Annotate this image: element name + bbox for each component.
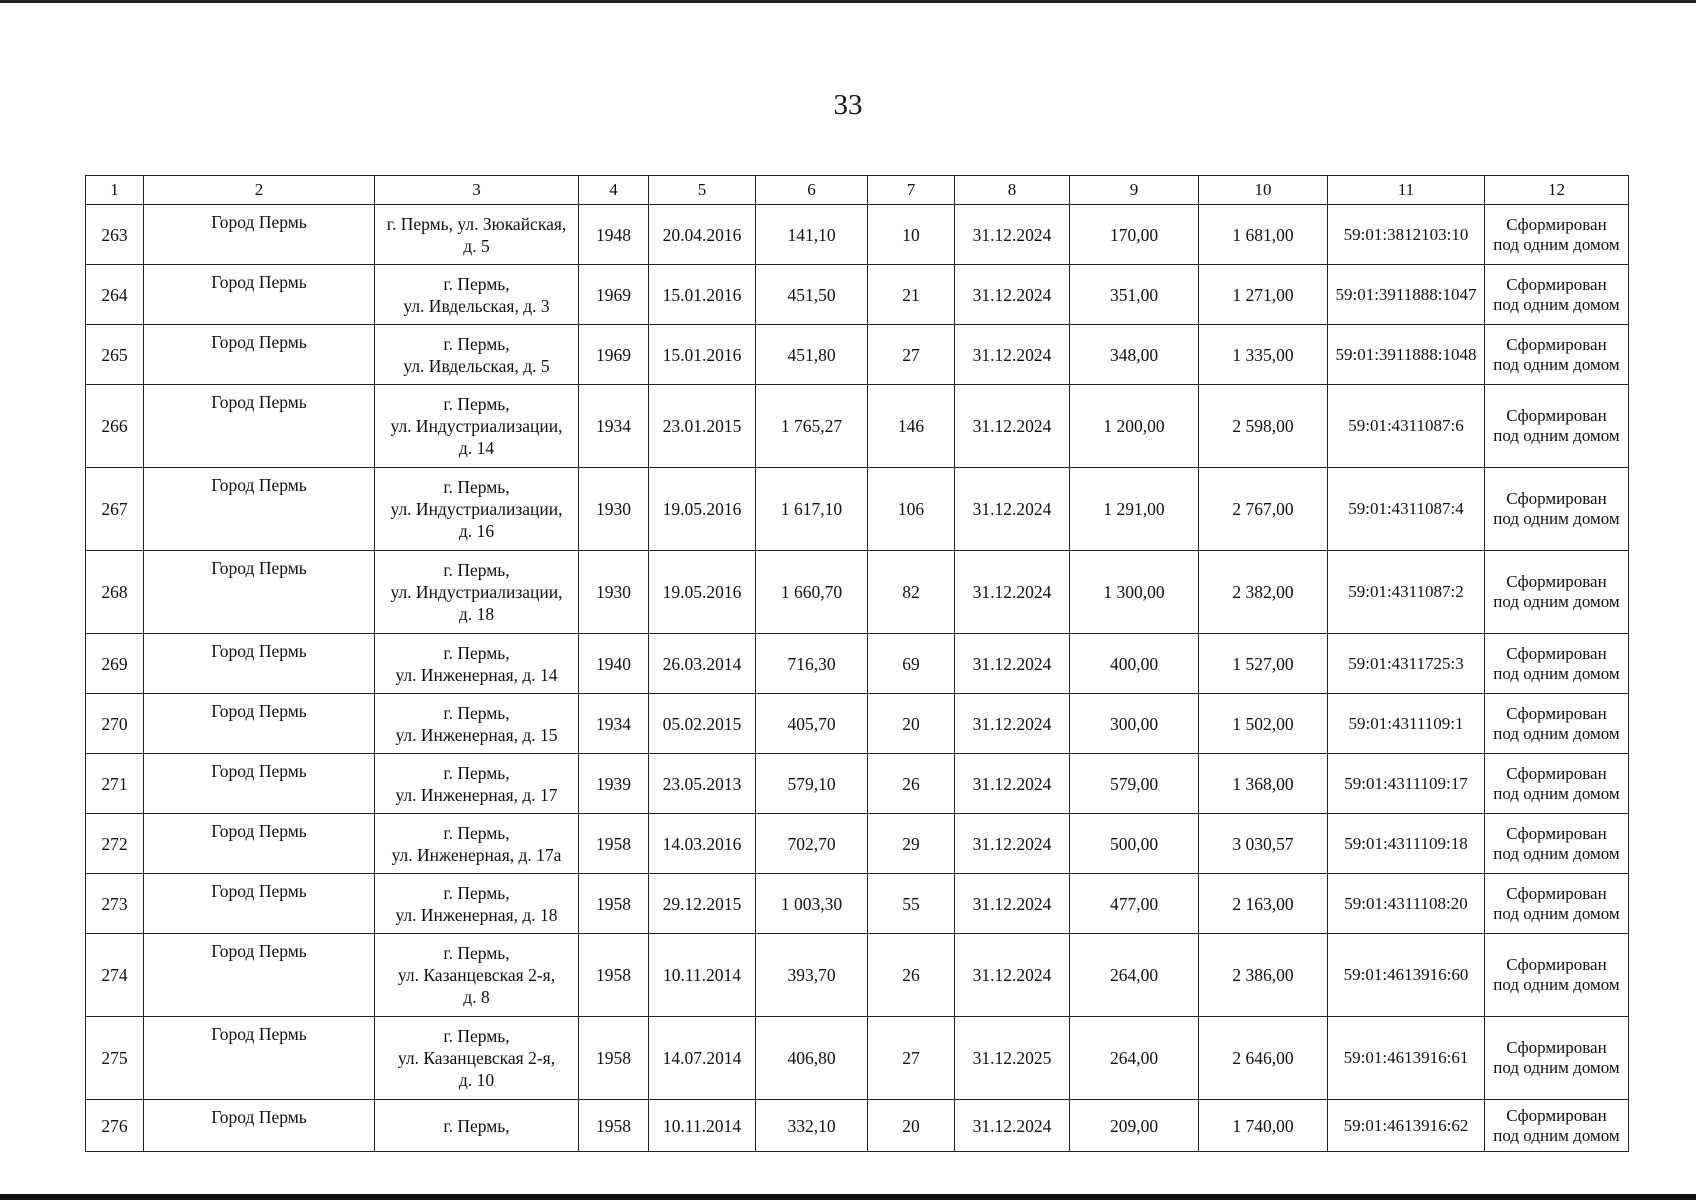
status-line: Сформирован bbox=[1506, 763, 1607, 783]
column-number: 4 bbox=[579, 176, 649, 205]
land-area: 477,00 bbox=[1070, 874, 1199, 934]
column-number: 5 bbox=[649, 176, 756, 205]
residents-count: 26 bbox=[868, 934, 955, 1017]
status-line: под одним домом bbox=[1493, 426, 1620, 445]
address-line: д. 5 bbox=[463, 235, 490, 256]
municipality: Город Пермь bbox=[144, 694, 375, 754]
address-line: д. 8 bbox=[463, 987, 490, 1007]
address-line: г. Пермь, bbox=[443, 560, 510, 580]
residents-count: 146 bbox=[868, 385, 955, 468]
column-number: 10 bbox=[1199, 176, 1328, 205]
address bbox=[375, 934, 579, 1017]
address bbox=[375, 265, 579, 325]
status-line: Сформирован bbox=[1506, 643, 1607, 663]
address-line: г. Пермь, bbox=[443, 762, 510, 783]
cadastral-number: 59:01:4311109:18 bbox=[1328, 814, 1485, 874]
cadastral-number: 59:01:3911888:1048 bbox=[1328, 325, 1485, 385]
table-row bbox=[86, 468, 1629, 551]
living-area: 579,10 bbox=[756, 754, 868, 814]
housing-register-table bbox=[85, 175, 1629, 1152]
year-built: 1948 bbox=[579, 205, 649, 265]
status-line: под одним домом bbox=[1493, 509, 1620, 528]
plot-status bbox=[1485, 205, 1629, 265]
address-line: ул. Казанцевская 2-я, bbox=[397, 965, 556, 985]
status-line: Сформирован bbox=[1506, 1038, 1607, 1057]
plot-area: 3 030,57 bbox=[1199, 814, 1328, 874]
column-number: 11 bbox=[1328, 176, 1485, 205]
status-line: под одним домом bbox=[1493, 783, 1620, 803]
column-number: 1 bbox=[86, 176, 144, 205]
address-line: г. Пермь, bbox=[443, 1115, 510, 1136]
resettlement-deadline: 31.12.2024 bbox=[955, 1100, 1070, 1152]
plot-status bbox=[1485, 754, 1629, 814]
address-line: ул. Инженерная, д. 17 bbox=[395, 784, 558, 805]
recognition-date: 20.04.2016 bbox=[649, 205, 756, 265]
address-line: ул. Инженерная, д. 17а bbox=[391, 844, 562, 865]
municipality: Город Пермь bbox=[144, 468, 375, 551]
land-area: 1 291,00 bbox=[1070, 468, 1199, 551]
plot-status bbox=[1485, 694, 1629, 754]
residents-count: 29 bbox=[868, 814, 955, 874]
residents-count: 20 bbox=[868, 694, 955, 754]
status-line: под одним домом bbox=[1493, 234, 1620, 254]
land-area: 300,00 bbox=[1070, 694, 1199, 754]
table-row bbox=[86, 874, 1629, 934]
table-row bbox=[86, 385, 1629, 468]
resettlement-deadline: 31.12.2024 bbox=[955, 934, 1070, 1017]
cadastral-number: 59:01:4311108:20 bbox=[1328, 874, 1485, 934]
cadastral-number: 59:01:3911888:1047 bbox=[1328, 265, 1485, 325]
row-number: 269 bbox=[86, 634, 144, 694]
residents-count: 69 bbox=[868, 634, 955, 694]
cadastral-number: 59:01:4311725:3 bbox=[1328, 634, 1485, 694]
residents-count: 21 bbox=[868, 265, 955, 325]
table-row bbox=[86, 634, 1629, 694]
land-area: 170,00 bbox=[1070, 205, 1199, 265]
column-number: 8 bbox=[955, 176, 1070, 205]
status-line: под одним домом bbox=[1493, 723, 1620, 743]
plot-status bbox=[1485, 874, 1629, 934]
cadastral-number: 59:01:4311087:2 bbox=[1328, 551, 1485, 634]
status-line: под одним домом bbox=[1493, 903, 1620, 923]
row-number: 268 bbox=[86, 551, 144, 634]
land-area: 209,00 bbox=[1070, 1100, 1199, 1152]
page-number: 33 bbox=[833, 89, 863, 121]
land-area: 1 300,00 bbox=[1070, 551, 1199, 634]
living-area: 1 003,30 bbox=[756, 874, 868, 934]
land-area: 579,00 bbox=[1070, 754, 1199, 814]
resettlement-deadline: 31.12.2024 bbox=[955, 694, 1070, 754]
cadastral-number: 59:01:4613916:61 bbox=[1328, 1017, 1485, 1100]
address-line: г. Пермь, bbox=[443, 273, 510, 294]
plot-area: 2 382,00 bbox=[1199, 551, 1328, 634]
residents-count: 106 bbox=[868, 468, 955, 551]
address bbox=[375, 551, 579, 634]
recognition-date: 14.07.2014 bbox=[649, 1017, 756, 1100]
row-number: 273 bbox=[86, 874, 144, 934]
land-area: 264,00 bbox=[1070, 1017, 1199, 1100]
land-area: 264,00 bbox=[1070, 934, 1199, 1017]
status-line: под одним домом bbox=[1493, 1125, 1620, 1145]
address-line: г. Пермь, bbox=[443, 1026, 510, 1046]
cadastral-number: 59:01:4311109:1 bbox=[1328, 694, 1485, 754]
year-built: 1940 bbox=[579, 634, 649, 694]
municipality: Город Пермь bbox=[144, 1100, 375, 1152]
cadastral-number: 59:01:4613916:62 bbox=[1328, 1100, 1485, 1152]
column-number-row bbox=[86, 176, 1629, 205]
column-number: 12 bbox=[1485, 176, 1629, 205]
year-built: 1969 bbox=[579, 325, 649, 385]
year-built: 1934 bbox=[579, 385, 649, 468]
table-row bbox=[86, 1100, 1629, 1152]
row-number: 264 bbox=[86, 265, 144, 325]
address bbox=[375, 754, 579, 814]
living-area: 451,50 bbox=[756, 265, 868, 325]
living-area: 332,10 bbox=[756, 1100, 868, 1152]
cadastral-number: 59:01:3812103:10 bbox=[1328, 205, 1485, 265]
row-number: 275 bbox=[86, 1017, 144, 1100]
address-line: г. Пермь, bbox=[443, 702, 510, 723]
resettlement-deadline: 31.12.2024 bbox=[955, 551, 1070, 634]
municipality: Город Пермь bbox=[144, 205, 375, 265]
address-line: ул. Инженерная, д. 14 bbox=[395, 664, 558, 685]
row-number: 263 bbox=[86, 205, 144, 265]
address-line: ул. Ивдельская, д. 3 bbox=[403, 295, 550, 316]
residents-count: 27 bbox=[868, 325, 955, 385]
plot-area: 1 527,00 bbox=[1199, 634, 1328, 694]
address bbox=[375, 1017, 579, 1100]
living-area: 141,10 bbox=[756, 205, 868, 265]
plot-status bbox=[1485, 265, 1629, 325]
address-line: д. 16 bbox=[458, 521, 495, 541]
year-built: 1958 bbox=[579, 1100, 649, 1152]
land-area: 351,00 bbox=[1070, 265, 1199, 325]
address-line: г. Пермь, bbox=[443, 394, 510, 414]
resettlement-deadline: 31.12.2024 bbox=[955, 634, 1070, 694]
recognition-date: 15.01.2016 bbox=[649, 325, 756, 385]
scan-edge-top bbox=[0, 0, 1696, 3]
resettlement-deadline: 31.12.2024 bbox=[955, 325, 1070, 385]
row-number: 270 bbox=[86, 694, 144, 754]
municipality: Город Пермь bbox=[144, 754, 375, 814]
living-area: 406,80 bbox=[756, 1017, 868, 1100]
address-line: ул. Индустриализации, bbox=[390, 582, 563, 602]
plot-status bbox=[1485, 814, 1629, 874]
address-line: г. Пермь, bbox=[443, 333, 510, 354]
address-line: г. Пермь, bbox=[443, 882, 510, 903]
year-built: 1958 bbox=[579, 934, 649, 1017]
resettlement-deadline: 31.12.2024 bbox=[955, 205, 1070, 265]
living-area: 1 660,70 bbox=[756, 551, 868, 634]
address bbox=[375, 205, 579, 265]
address bbox=[375, 694, 579, 754]
status-line: под одним домом bbox=[1493, 843, 1620, 863]
table-row bbox=[86, 694, 1629, 754]
recognition-date: 19.05.2016 bbox=[649, 551, 756, 634]
plot-area: 1 740,00 bbox=[1199, 1100, 1328, 1152]
plot-status bbox=[1485, 1017, 1629, 1100]
year-built: 1939 bbox=[579, 754, 649, 814]
table-row bbox=[86, 205, 1629, 265]
column-number: 3 bbox=[375, 176, 579, 205]
municipality: Город Пермь bbox=[144, 634, 375, 694]
plot-area: 1 335,00 bbox=[1199, 325, 1328, 385]
status-line: Сформирован bbox=[1506, 572, 1607, 591]
address-line: ул. Ивдельская, д. 5 bbox=[403, 355, 550, 376]
recognition-date: 05.02.2015 bbox=[649, 694, 756, 754]
row-number: 276 bbox=[86, 1100, 144, 1152]
plot-status bbox=[1485, 385, 1629, 468]
resettlement-deadline: 31.12.2024 bbox=[955, 385, 1070, 468]
plot-area: 1 271,00 bbox=[1199, 265, 1328, 325]
resettlement-deadline: 31.12.2024 bbox=[955, 754, 1070, 814]
column-number: 9 bbox=[1070, 176, 1199, 205]
column-number: 6 bbox=[756, 176, 868, 205]
address bbox=[375, 385, 579, 468]
cadastral-number: 59:01:4311087:4 bbox=[1328, 468, 1485, 551]
municipality: Город Пермь bbox=[144, 325, 375, 385]
scan-edge-bottom bbox=[0, 1194, 1696, 1200]
plot-status bbox=[1485, 934, 1629, 1017]
recognition-date: 15.01.2016 bbox=[649, 265, 756, 325]
address bbox=[375, 1100, 579, 1152]
resettlement-deadline: 31.12.2024 bbox=[955, 468, 1070, 551]
year-built: 1958 bbox=[579, 874, 649, 934]
plot-area: 2 386,00 bbox=[1199, 934, 1328, 1017]
resettlement-deadline: 31.12.2025 bbox=[955, 1017, 1070, 1100]
land-area: 1 200,00 bbox=[1070, 385, 1199, 468]
address-line: г. Пермь, bbox=[443, 943, 510, 963]
living-area: 1 617,10 bbox=[756, 468, 868, 551]
row-number: 274 bbox=[86, 934, 144, 1017]
municipality: Город Пермь bbox=[144, 814, 375, 874]
table-row bbox=[86, 551, 1629, 634]
recognition-date: 10.11.2014 bbox=[649, 1100, 756, 1152]
address-line: г. Пермь, bbox=[443, 477, 510, 497]
address-line: ул. Инженерная, д. 18 bbox=[395, 904, 558, 925]
plot-status bbox=[1485, 634, 1629, 694]
resettlement-deadline: 31.12.2024 bbox=[955, 874, 1070, 934]
column-number: 7 bbox=[868, 176, 955, 205]
plot-area: 2 163,00 bbox=[1199, 874, 1328, 934]
status-line: Сформирован bbox=[1506, 334, 1607, 354]
address-line: ул. Индустриализации, bbox=[390, 499, 563, 519]
status-line: под одним домом bbox=[1493, 354, 1620, 374]
residents-count: 27 bbox=[868, 1017, 955, 1100]
living-area: 451,80 bbox=[756, 325, 868, 385]
plot-status bbox=[1485, 468, 1629, 551]
living-area: 1 765,27 bbox=[756, 385, 868, 468]
status-line: Сформирован bbox=[1506, 703, 1607, 723]
year-built: 1958 bbox=[579, 1017, 649, 1100]
row-number: 267 bbox=[86, 468, 144, 551]
living-area: 702,70 bbox=[756, 814, 868, 874]
row-number: 265 bbox=[86, 325, 144, 385]
municipality: Город Пермь bbox=[144, 551, 375, 634]
land-area: 400,00 bbox=[1070, 634, 1199, 694]
address-line: д. 14 bbox=[458, 438, 495, 458]
table-row bbox=[86, 265, 1629, 325]
address bbox=[375, 874, 579, 934]
status-line: Сформирован bbox=[1506, 489, 1607, 508]
table-row bbox=[86, 814, 1629, 874]
plot-area: 2 598,00 bbox=[1199, 385, 1328, 468]
plot-area: 1 502,00 bbox=[1199, 694, 1328, 754]
status-line: Сформирован bbox=[1506, 274, 1607, 294]
land-area: 348,00 bbox=[1070, 325, 1199, 385]
municipality: Город Пермь bbox=[144, 934, 375, 1017]
living-area: 405,70 bbox=[756, 694, 868, 754]
recognition-date: 19.05.2016 bbox=[649, 468, 756, 551]
address bbox=[375, 634, 579, 694]
status-line: Сформирован bbox=[1506, 1105, 1607, 1125]
table-row bbox=[86, 934, 1629, 1017]
row-number: 272 bbox=[86, 814, 144, 874]
status-line: под одним домом bbox=[1493, 1058, 1620, 1077]
recognition-date: 26.03.2014 bbox=[649, 634, 756, 694]
municipality: Город Пермь bbox=[144, 385, 375, 468]
residents-count: 20 bbox=[868, 1100, 955, 1152]
table-row bbox=[86, 325, 1629, 385]
cadastral-number: 59:01:4613916:60 bbox=[1328, 934, 1485, 1017]
municipality: Город Пермь bbox=[144, 874, 375, 934]
row-number: 271 bbox=[86, 754, 144, 814]
status-line: Сформирован bbox=[1506, 406, 1607, 425]
status-line: Сформирован bbox=[1506, 883, 1607, 903]
recognition-date: 29.12.2015 bbox=[649, 874, 756, 934]
recognition-date: 23.05.2013 bbox=[649, 754, 756, 814]
year-built: 1934 bbox=[579, 694, 649, 754]
residents-count: 82 bbox=[868, 551, 955, 634]
living-area: 393,70 bbox=[756, 934, 868, 1017]
plot-status bbox=[1485, 551, 1629, 634]
plot-status bbox=[1485, 1100, 1629, 1152]
plot-area: 1 681,00 bbox=[1199, 205, 1328, 265]
address-line: ул. Индустриализации, bbox=[390, 416, 563, 436]
row-number: 266 bbox=[86, 385, 144, 468]
residents-count: 55 bbox=[868, 874, 955, 934]
recognition-date: 10.11.2014 bbox=[649, 934, 756, 1017]
table-body bbox=[86, 176, 1629, 1152]
address-line: г. Пермь, ул. Зюкайская, bbox=[386, 213, 567, 234]
address bbox=[375, 468, 579, 551]
year-built: 1969 bbox=[579, 265, 649, 325]
address-line: д. 10 bbox=[458, 1070, 495, 1090]
recognition-date: 14.03.2016 bbox=[649, 814, 756, 874]
residents-count: 26 bbox=[868, 754, 955, 814]
year-built: 1958 bbox=[579, 814, 649, 874]
address bbox=[375, 325, 579, 385]
column-number: 2 bbox=[144, 176, 375, 205]
land-area: 500,00 bbox=[1070, 814, 1199, 874]
status-line: Сформирован bbox=[1506, 823, 1607, 843]
plot-status bbox=[1485, 325, 1629, 385]
address-line: г. Пермь, bbox=[443, 822, 510, 843]
cadastral-number: 59:01:4311087:6 bbox=[1328, 385, 1485, 468]
municipality: Город Пермь bbox=[144, 265, 375, 325]
address-line: ул. Казанцевская 2-я, bbox=[397, 1048, 556, 1068]
year-built: 1930 bbox=[579, 551, 649, 634]
resettlement-deadline: 31.12.2024 bbox=[955, 814, 1070, 874]
status-line: под одним домом bbox=[1493, 294, 1620, 314]
table-row bbox=[86, 1017, 1629, 1100]
status-line: Сформирован bbox=[1506, 214, 1607, 234]
table-row bbox=[86, 754, 1629, 814]
status-line: под одним домом bbox=[1493, 592, 1620, 611]
living-area: 716,30 bbox=[756, 634, 868, 694]
resettlement-deadline: 31.12.2024 bbox=[955, 265, 1070, 325]
municipality: Город Пермь bbox=[144, 1017, 375, 1100]
residents-count: 10 bbox=[868, 205, 955, 265]
year-built: 1930 bbox=[579, 468, 649, 551]
address-line: г. Пермь, bbox=[443, 642, 510, 663]
plot-area: 2 646,00 bbox=[1199, 1017, 1328, 1100]
address bbox=[375, 814, 579, 874]
cadastral-number: 59:01:4311109:17 bbox=[1328, 754, 1485, 814]
status-line: Сформирован bbox=[1506, 955, 1607, 974]
recognition-date: 23.01.2015 bbox=[649, 385, 756, 468]
status-line: под одним домом bbox=[1493, 975, 1620, 994]
address-line: ул. Инженерная, д. 15 bbox=[395, 724, 558, 745]
plot-area: 2 767,00 bbox=[1199, 468, 1328, 551]
address-line: д. 18 bbox=[458, 604, 495, 624]
status-line: под одним домом bbox=[1493, 663, 1620, 683]
plot-area: 1 368,00 bbox=[1199, 754, 1328, 814]
